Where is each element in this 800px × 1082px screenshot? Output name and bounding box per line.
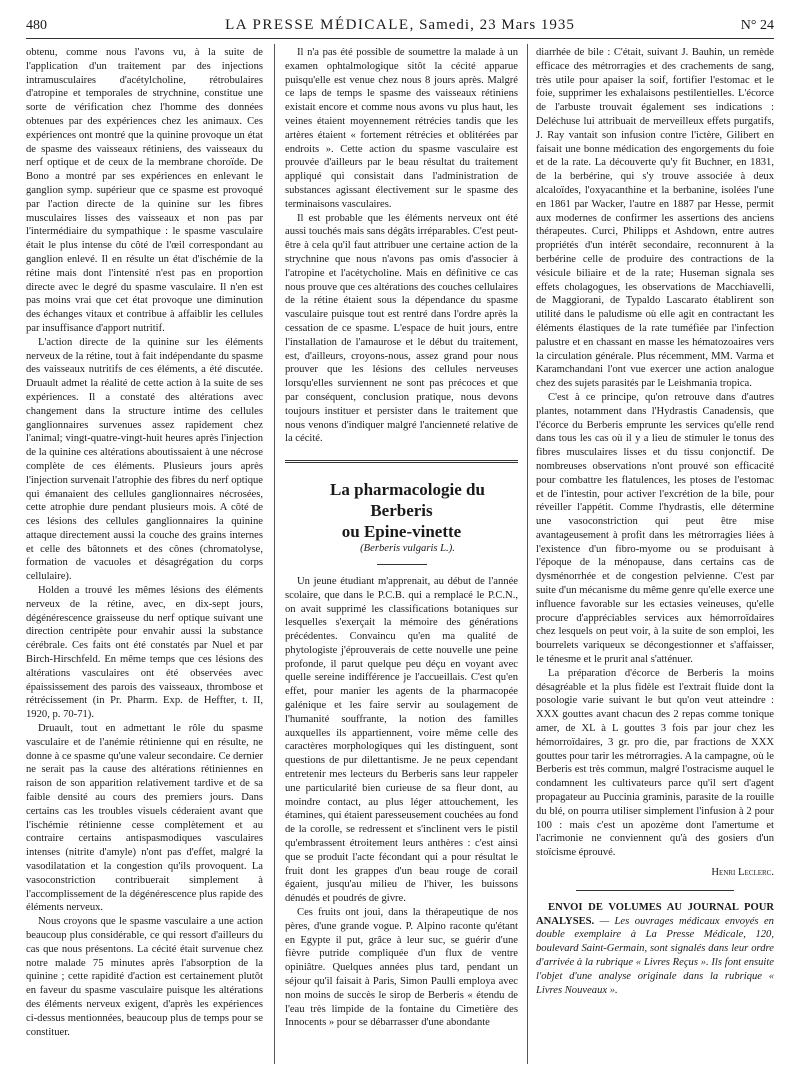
paragraph: La préparation d'écorce de Berberis la moins désagréable et la plus fidèle est l'extrait fluide dont la posologie varie suivant le but qu'on veut atteindre : XXX gouttes avant chacun des 2 repas comme tonique amer, de XL à L gouttes 3 fois par jour chez les hémorroïdaires, 3 gr. pro die, par fractions de XXX gouttes pour tarir les métrorragies. A la campagne, où le Berberis est très commun, malgré l'ostracisme auquel le condamnent les cultivateurs parce qu'il sert d'agent propagateur au Puccinia graminis, parasite de la rouille du blé, on pourra utiliser simplement l'infusion à 2 pour 100 : mais c'est un apozème dont l'amertume et l'acrimonie ne conviennent qu'à des gosiers d'un stoïcisme éprouvé. xyxy=(536,667,774,859)
paragraph: L'action directe de la quinine sur les éléments nerveux de la rétine, tout à fait indépendante du spasme des vaisseaux nutritifs de ces éléments, a été discutée. Druault admet la réalité de cette action à la suite de ses expériences. Il a constaté des altérations avec changement dans la structure intime des cellules ganglionnaires survenues assez rapidement chez l'animal; vingt-quatre-vingt-huit heures après l'injection de la quinine ces altérations aboutissaient à une nécrose complète de ces éléments. Plusieurs jours après l'injection survenait l'atrophie des fibres du nerf optique qui émanaient des cellules ganglionnaires nécrosées, cette atrophie dure pendant plusieurs mois. A côté de ces lésions des cellules ganglionnaires la quinine attaque directement aussi la couche des grains internes et celle des bâtonnets et des cônes (chromatolyse, formation de vacuoles et désagrégation du corps cellulaire). xyxy=(26,336,263,583)
paragraph: obtenu, comme nous l'avons vu, à la suite de l'application d'un traitement par des injections intramusculaires d'acétylcholine, rétrobulaires d'atropine et temporales de strychnine, constitue une sorte de vérification chez l'homme des données obtenues par des expériences chez les animaux. Ces expériences ont montré que la quinine provoque un état de spasme des vaisseaux rétiniens, des vaisseaux du nerf optique et de ceux de la membrane choroïde. De Bono a montré par ses expériences en enlevant le ganglion symp. supérieur que ce spasme est provoqué par l'action directe de la quinine sur les fibres musculaires lisses des vaisseaux et non pas par l'intermédiaire du sympathique : le spasme vasculaire était le plus intense du côté de l'œil correspondant au ganglion enlevé. Il en résulte un état d'ischémie de la rétine mais dont l'intensité n'est pas en proportion directe avec le degré du spasme vasculaire. Il n'en est pas moins vrai que cet état provoque une diminution des échanges vitaux et contribue à affaiblir les cellules par insuffisance d'apport nutritif. xyxy=(26,47,263,334)
masthead: LA PRESSE MÉDICALE, Samedi, 23 Mars 1935 xyxy=(225,17,575,33)
paragraph: Il n'a pas été possible de soumettre la malade à un examen ophtalmologique sitôt la cécité apparue puisqu'elle est venue chez nous 8 jours après. Malgré ce laps de temps le spasme des vaisseaux rétiniens existait encore et comme nous avons vu plus haut, les veines étaient moyennement rétrécies tandis que les artères étaient « fortement rétrécies et oblitérées par endroits ». Cette action du spasme vasculaire est prouvée d'ailleurs par le beau résultat du traitement appliqué qui consistait dans l'administration de substances agissant électivement sur le spasme des terminaisons vasculaires. xyxy=(285,47,518,210)
header-rule xyxy=(26,38,774,39)
paragraph: Un jeune étudiant m'apprenait, au début de l'année scolaire, que dans le P.C.B. qui a remplacé le P.C.N., on avait supprimé les classifications botaniques sur lesquelles s'exerçait la mémoire des générations précédentes. Convaincu qu'en ma qualité de phytologiste j'éprouverais de cette nouvelle une peine profonde, il parut quelque peu déçu en voyant avec quelle sereine indifférence je l'accueillais. C'est qu'en effet, pour manier les agents de la pharmacopée galénique et les faire servir au soulagement de l'humanité souffrante, la notion des familles auxquelles ils appartiennent, voire même celle des caractères morphologiques qui les distinguent, sont questions de pur dilettantisme. Je ne peux cependant entretenir mes lecteurs du Berberis sans leur rappeler une particularité bien curieuse de sa fleur dont, au moindre contact, au plus léger attouchement, les étamines, qui étaient paresseusement couchées au fond de la corolle, se redressent et s'inclinent vers le pistil qu'embrassent étroitement leurs anthères : c'est ainsi que se produit l'acte fécondant qui a pour résultat le fruit dont les grappes d'un beau rouge de corail égaient, jusqu'au milieu de l'hiver, les buissons dénudés et poudrés de givre. xyxy=(285,575,518,905)
column-divider xyxy=(527,44,528,1064)
page-number: 480 xyxy=(26,18,47,33)
notice-heading: ENVOI DE VOLUMES AU JOURNAL POUR ANALYSES. xyxy=(536,901,774,927)
paragraph: Nous croyons que le spasme vasculaire a une action beaucoup plus considérable, ce qui ressort d'ailleurs du cas que nous présentons. La cécité était survenue chez notre malade 75 minutes après l'absorption de la quinine ; cette rapidité d'action est certainement plutôt en faveur du spasme vasculaire puisque les altérations des éléments nerveux exigent, d'après les expériences ci-dessus mentionnées, beaucoup plus de temps pour se constituer. xyxy=(26,916,263,1038)
journal-name: LA PRESSE MÉDICALE xyxy=(225,17,410,33)
column-3 xyxy=(536,46,774,997)
paragraph: C'est à ce principe, qu'on retrouve dans d'autres plantes, notamment dans l'Hydrastis Canadensis, que l'écorce du Berberis emprunte les services qu'elle rend dans tous les cas où il y a lieu de stimuler le tonus des fibres musculaires lisses et du tissu conjonctif. De nombreuses observations n'ont prouvé son efficacité pour combattre les flatulences, les ptoses de l'estomac et de l'intestin, pour activer l'excrétion de la bile, pour réveiller l'appétit. Comme l'hydrastis, elle détermine une vasoconstriction qui peut être mise avantageusement à profit dans les métrorragies liées à l'existence d'un fibro-myome ou se produisant à l'époque de la ménopause, dans certains cas de dysménorrhée et de congestion pelvienne. C'est par suite d'un mécanisme du même genre qu'elle exerce une influence favorable sur les ectasies veineuses, qu'elle procure d'appréciables services aux hémorroïdaires chez lesquels on peut voir, à la suite de son emploi, les bourrelets variqueux se décongestionner et s'affaisser, le ténesme et le prurit anal s'atténuer. xyxy=(536,391,774,666)
paragraph: Holden a trouvé les mêmes lésions des éléments nerveux de la rétine, avec, en dix-sept jours, dégénérescence graisseuse du nerf optique suivant une direction centripète pour envahir aussi la substance cérébrale. Ces faits ont été constatés par Nuel et par Birch-Hirschfeld. En même temps que ces lésions des altérations vasculaires ont été observées avec épaississement des parois des vaisseaux, thrombose et rétrécissement (in Pr. Pharm. Exp. de Heffter, t. II, 1920, p. 70-71). xyxy=(26,585,263,721)
paragraph: Ces fruits ont joui, dans la thérapeutique de nos pères, d'une grande vogue. P. Alpino raconte qu'étant en Egypte il put, grâce à leur suc, se guérir d'une fièvre putride compliquée d'un flux de ventre opiniâtre. Quelques années plus tard, pendant un séjour qu'il faisait à Paris, Simon Paulli employa avec non moins de succès le sirop de Berberis « étendu de l'eau très limpide de la fontaine du Cimetière des Innocents » pour se débarrasser d'une abondante xyxy=(285,907,518,1029)
author-signature: Henri Leclerc. xyxy=(711,867,774,879)
paragraph: Il est probable que les éléments nerveux ont été aussi touchés mais sans dégâts irréparables. C'est peut-être à cela qu'il faut attribuer une certaine action de la strychnine que nous n'avons pas omis d'associer à l'atropine et l'acétycholine. Mais en définitive ce cas nous prouve que ces altérations des couches cellulaires de la rétine étaient sous la dépendance du spasme vasculaire puisque tout est rentré dans l'ordre après la cessation de ce spasme. L'espace de huit jours, entre l'installation de l'amaurose et le début du traitement, est, d'ailleurs, croyons-nous, assez grand pour nous prouver que les lésions des cellules nerveuses lorsqu'elles surviennent ne sont pas précoces et que par conséquent, conclusion pratique, nous devons toujours instituer et persister dans le traitement que nous venons d'indiquer malgré l'ancienneté relative de la cécité. xyxy=(285,212,518,445)
issue-date: Samedi, 23 Mars 1935 xyxy=(419,17,575,33)
article-separator xyxy=(285,460,518,463)
notice-body: — Les ouvrages médicaux envoyés en double exemplaire à La Presse Médicale, 120, boulevard Saint-Germain, sont signalés dans leur ordre d'arrivée à la rubrique « Livres Reçus ». Ils font ensuite l'objet d'une analyse originale dans la rubrique « Livres Nouveaux ». xyxy=(536,915,774,996)
column-2 xyxy=(285,46,518,1030)
notice-separator xyxy=(576,890,734,891)
article-title: La pharmacologie du Berberis ou Epine-vinette xyxy=(330,480,485,542)
paragraph: diarrhée de bile : C'était, suivant J. Bauhin, un remède efficace des métrorragies et des crachements de sang, très utile pour apaiser la soif, fortifier l'estomac et le foie, supprimer les exhalaisons pestilentielles. L'écorce de l'arbuste trouvait également ses indications : Deléchuse lui attribuait de merveilleux effets purgatifs, J. Ray vantait son infusion contre l'ictère, Gilibert en faisait une bonne médication des engorgements du foie et de la rate. La découverte qu'y fit Buchner, en 1831, de la berbérine, qui s'y trouve associée à deux alcaloïdes, l'oxyacanthine et la berbanine, isolées l'une en 1861 par Wacker, l'autre en 1887 par Hesse, permit aux modernes de confirmer les assertions des anciens thérapeutes. Curci, Philipps et Ashdown, entre autres propriétés d'un intérêt secondaire, reconnurent à la berbérine celle de produire des contractions de la vésicule biliaire et de la rate; Huseman signala ses effets cholagogues, les observations de Macchiavelli, de Maggiorani, de Typaldo Lascarato établirent son utilité dans le paludisme où elle agit en contractant les éléments élastiques de la rate tuméfiée par l'infection palustre et en chassant en masse les hématozoaires vers la circulation générale. Plus récemment, MM. Varma et Karamchandani l'ont vue exercer une action analogue chez des sujets parasités par le Leishmania tropica. xyxy=(536,47,774,390)
paragraph: Druault, tout en admettant le rôle du spasme vasculaire et de l'anémie rétinienne qui en résulte, ne donne à ce spasme qu'une valeur secondaire. Ce dernier ne serait pas la cause des altérations rétiniennes en raison de son apparition relativement tardive et de sa faible densité au cours des premiers jours. Dans certains cas les troubles visuels céderaient avant que l'ischémie rétinienne cesse complètement et au contraire certains antispasmodiques vasculaires intenses (nitrite d'amyle) n'ont pas d'effet, malgré la vasodilatation et la congestion qu'ils provoquent. La vasoconstriction contribuerait simplement à l'accomplissement de la dégénérescence plus rapide des éléments nerveux. xyxy=(26,723,263,914)
issue-number: N° 24 xyxy=(740,18,774,33)
page-header xyxy=(26,14,774,38)
column-divider xyxy=(274,44,275,1064)
notice xyxy=(536,901,774,998)
title-rule xyxy=(377,564,427,565)
article-subtitle: (Berberis vulgaris L.). xyxy=(360,543,455,555)
column-1 xyxy=(26,46,263,1039)
